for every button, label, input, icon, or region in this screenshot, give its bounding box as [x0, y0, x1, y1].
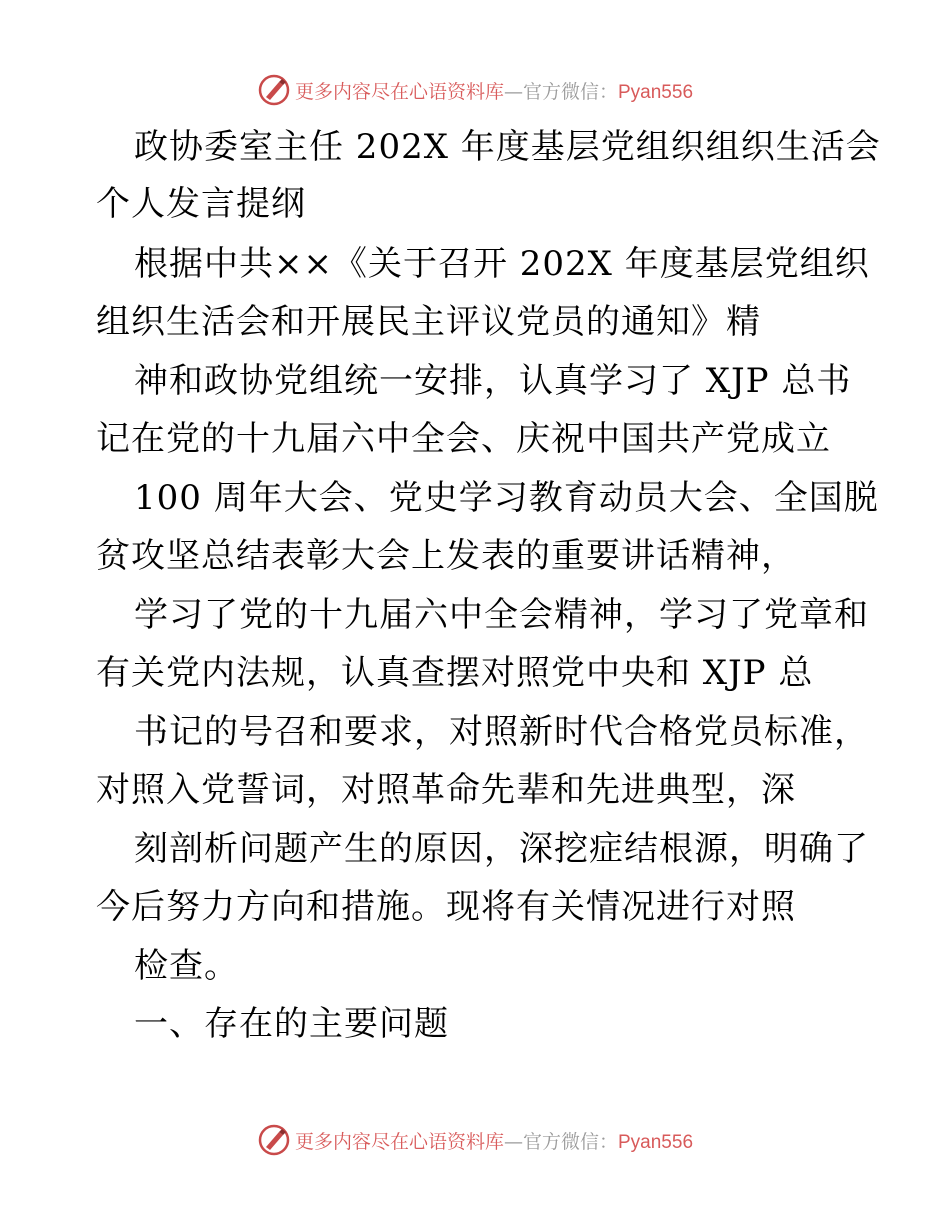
paragraph-line: 神和政协党组统一安排，认真学习了 XJP 总书 [134, 361, 852, 401]
paragraph-line: 今后努力方向和措施。现将有关情况进行对照 [96, 887, 796, 927]
paragraph-line: 有关党内法规，认真查摆对照党中央和 XJP 总 [96, 653, 814, 693]
paragraph-line: 学习了党的十九届六中全会精神，学习了党章和 [134, 595, 869, 635]
watermark-main: 更多内容尽在心语资料库 [294, 80, 504, 103]
paragraph-line: 对照入党誓词，对照革命先辈和先进典型，深 [96, 770, 796, 810]
watermark-main: 更多内容尽在心语资料库 [294, 1130, 504, 1153]
document-title-line-2: 个人发言提纲 [96, 184, 306, 224]
paragraph-line: 100 周年大会、党史学习教育动员大会、全国脱 [134, 478, 879, 518]
watermark-id: Pyan556 [618, 81, 694, 103]
header-watermark [0, 72, 950, 108]
footer-watermark [0, 1122, 950, 1158]
paragraph-line: 记在党的十九届六中全会、庆祝中国共产党成立 [96, 419, 831, 459]
paragraph-line: 书记的号召和要求，对照新时代合格党员标准， [134, 712, 869, 752]
watermark-dash: —官方微信： [503, 80, 618, 103]
watermark-dash: —官方微信： [503, 1130, 618, 1153]
watermark-text [295, 1127, 693, 1154]
document-title-line-1: 政协委室主任 202X 年度基层党组织组织生活会 [134, 127, 881, 167]
brand-logo-icon [257, 73, 291, 107]
paragraph-line: 根据中共××《关于召开 202X 年度基层党组织 [134, 244, 870, 284]
paragraph-line: 贫攻坚总结表彰大会上发表的重要讲话精神， [96, 536, 796, 576]
watermark-id: Pyan556 [618, 1131, 694, 1153]
paragraph-line: 组织生活会和开展民主评议党员的通知》精 [96, 302, 761, 342]
brand-logo-icon [257, 1123, 291, 1157]
section-heading: 一、存在的主要问题 [134, 1004, 449, 1044]
paragraph-line: 刻剖析问题产生的原因，深挖症结根源，明确了 [134, 829, 869, 869]
watermark-text [295, 77, 693, 104]
paragraph-line: 检查。 [134, 946, 239, 986]
